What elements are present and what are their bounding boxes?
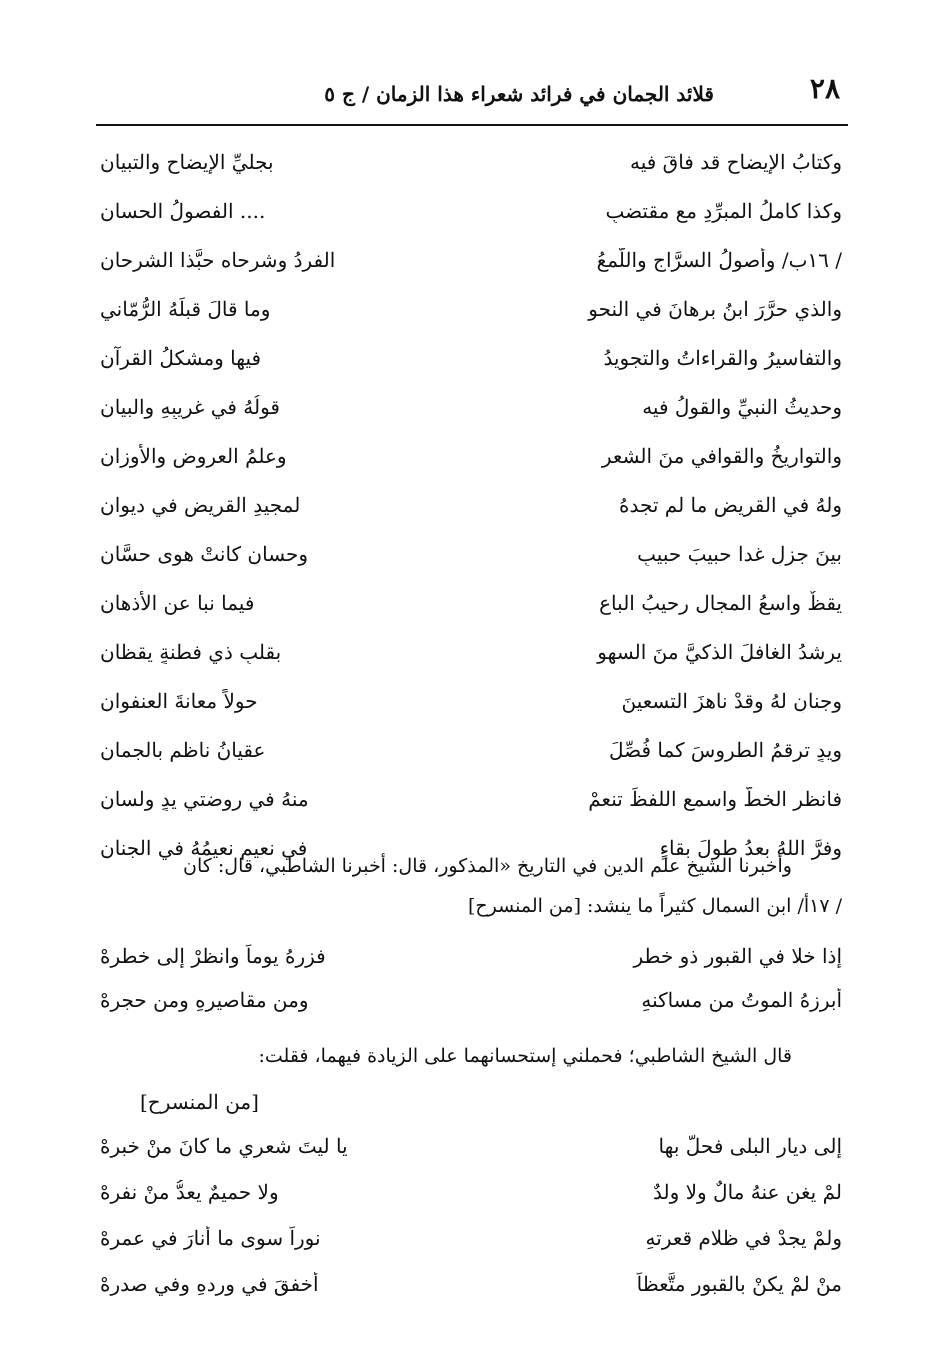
hemistich-second: وحسانٍ كانتْ هوى حسَّانِ	[100, 542, 309, 566]
verse	[100, 140, 842, 184]
running-title: قلائد الجمان في فرائد شعراء هذا الزمان / ج ٥	[324, 82, 714, 106]
hemistich-second: ولا حميمٌ يعدُّ منْ نفرهْ	[100, 1180, 279, 1204]
hemistich-first: ويدٍ ترقمُ الطروسَ كما فُصِّلَ	[608, 738, 842, 762]
hemistich-first: منْ لمْ يكنْ بالقبورِ متَّعظاً	[636, 1272, 842, 1296]
meter-label: [من المنسرح]	[140, 1090, 259, 1114]
hemistich-second: لمجيدِ القريضِ في ديوانِ	[100, 493, 301, 517]
prose-line: وأخبرنا الشيخ علم الدين في التاريخ «المذكور، قال: أخبرنا الشاطبي، قال: كان	[183, 855, 792, 877]
verse	[100, 1124, 842, 1168]
verse	[100, 1262, 842, 1306]
hemistich-second: في نعيمٍ نعيمُهُ في الجنانِ	[100, 836, 308, 860]
hemistich-second: يا ليتَ شعري ما كانَ منْ خبرهْ	[100, 1134, 348, 1158]
hemistich-second: بجليِّ الإيضاحِ والتبيانِ	[100, 150, 274, 174]
prose-line: / ١٧أ/ ابن السمال كثيراً ما ينشد: [من المنسرح]	[468, 895, 842, 917]
verse	[100, 238, 842, 282]
verse	[100, 581, 842, 625]
hemistich-first: لمْ يغنِ عنهُ مالٌ ولا ولدٌ	[653, 1180, 842, 1204]
hemistich-second: بقلبٍ ذي فطنةٍ يقظانِ	[100, 640, 282, 664]
hemistich-first: يقظٌ واسعُ المجالِ رحيبُ الباعِ	[599, 591, 842, 615]
hemistich-second: عقيانُ ناظمٍ بالجمانِ	[100, 738, 266, 762]
page-number: ٢٨	[809, 72, 840, 105]
hemistich-first: إلى ديارِ البلى فحلَّ بها	[658, 1134, 842, 1158]
verse	[100, 287, 842, 331]
prose-paragraph	[100, 1036, 842, 1076]
hemistich-second: فيما نبا عنِ الأذهانِ	[100, 591, 255, 615]
page-header	[96, 72, 842, 112]
hemistich-second: فيها ومشكلُ القرآنِ	[100, 346, 262, 370]
hemistich-second: منهُ في روضتي يدٍ ولسانِ	[100, 787, 309, 811]
verse	[100, 1216, 842, 1260]
verse	[100, 777, 842, 821]
hemistich-first: يرشدُ الغافلَ الذكيَّ منَ السهوِ	[597, 640, 842, 664]
hemistich-first: وكتابُ الإيضاحِ قد فاقَ فيه	[630, 150, 842, 174]
hemistich-second: وما قالَ قبلَهُ الرُّمّاني	[100, 297, 271, 321]
hemistich-second: .... الفصولُ الحسانِ	[100, 199, 266, 223]
verse	[100, 1170, 842, 1214]
hemistich-first: وجنانٍ لهُ وقدْ ناهزَ التسعينَ	[621, 689, 842, 713]
verse	[100, 189, 842, 233]
hemistich-second: قولُهُ في غريبِهِ والبيانِ	[100, 395, 280, 419]
hemistich-second: حولاً معانةَ العنفوانِ	[100, 689, 258, 713]
hemistich-first: فانظرِ الخطَّ واسمعِ اللفظَ تنعمْ	[588, 787, 842, 811]
hemistich-second: وعلمُ العروضِ والأوزانِ	[100, 444, 287, 468]
verse	[100, 978, 842, 1022]
verse	[100, 728, 842, 772]
hemistich-first: إذا خلا في القبورِ ذو خطرٍ	[633, 944, 842, 968]
hemistich-first: وكذا كاملُ المبرِّدِ مع مقتضبٍ	[605, 199, 842, 223]
verse	[100, 630, 842, 674]
hemistich-second: أخفقَ في وردهِ وفي صدرهْ	[100, 1272, 319, 1296]
prose-line: قال الشيخ الشاطبي؛ فحملني إستحسانهما على الزيادة فيهما، فقلت:	[258, 1045, 792, 1067]
prose-paragraph	[100, 846, 842, 926]
hemistich-first: بينَ جزلٍ غدا حبيبَ حبيبٍ	[637, 542, 842, 566]
hemistich-second: ومن مقاصيرهِ ومن حجرهْ	[100, 988, 309, 1012]
hemistich-first: وفرَّ اللهُ بعدُ طولَ بقاءٍ	[659, 836, 842, 860]
hemistich-second: الفردُ وشرحاه حبَّذا الشرحانِ	[100, 248, 336, 272]
verse	[100, 483, 842, 527]
verse	[100, 336, 842, 380]
hemistich-first: والذي حرَّرَ ابنُ برهانَ في النحوِ	[588, 297, 842, 321]
hemistich-second: فزرهُ يوماً وانظرْ إلى خطرهْ	[100, 944, 326, 968]
verse	[100, 532, 842, 576]
hemistich-first: ولهُ في القريضِ ما لم تجدهُ	[618, 493, 842, 517]
verse	[100, 679, 842, 723]
hemistich-second: نوراً سوى ما أنارَ في عمرهْ	[100, 1226, 321, 1250]
hemistich-first: أبرزهُ الموتُ من مساكنهِ	[641, 988, 842, 1012]
hemistich-first: والتفاسيرُ والقراءاتُ والتجويدُ	[603, 346, 842, 370]
verse	[100, 434, 842, 478]
hemistich-first: وحديثُ النبيِّ والقولُ فيه	[642, 395, 842, 419]
verse	[100, 385, 842, 429]
hemistich-first: ولمْ يجدْ في ظلامِ قعرتهِ	[645, 1226, 842, 1250]
hemistich-first: والتواريخُ والقوافي منَ الشعرِ	[601, 444, 842, 468]
hemistich-first: / ١٦ب/ وأصولُ السرَّاجِ واللُّمعُ	[596, 248, 842, 272]
verse	[100, 934, 842, 978]
header-rule	[96, 124, 848, 126]
